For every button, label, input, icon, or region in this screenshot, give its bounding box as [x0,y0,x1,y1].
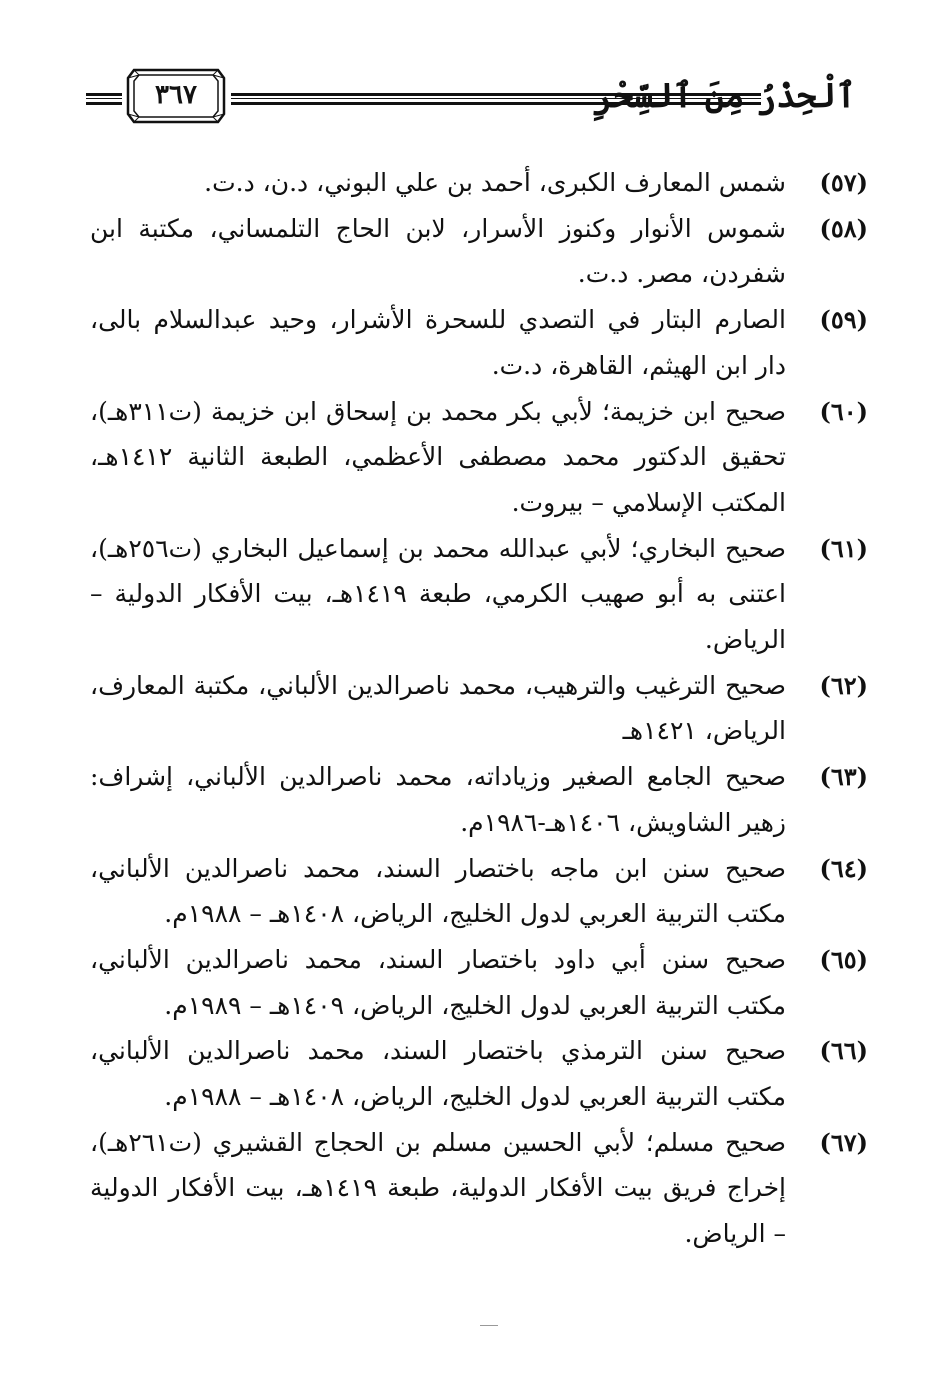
page-number: ٣٦٧ [155,80,197,110]
entry-text: صحيح البخاري؛ لأبي عبدالله محمد بن إسماعيل البخاري (ت٢٥٦هـ)، اعتنى به أبو صهيب الكرمي، طبعة ١٤١٩هـ، بيت الأفكار الدولية – الرياض. [90,533,787,655]
bibliography-entry-63 [90,754,868,845]
entry-number: (٦٦) [819,1036,868,1066]
entry-number: (٦١) [819,533,868,563]
entry-text: صحيح سنن ابن ماجه باختصار السند، محمد ناصرالدين الألباني، مكتب التربية العربي لدول الخليج، الرياض، ١٤٠٨هـ – ١٩٨٨م. [90,853,786,929]
entry-number: (٦٢) [819,670,868,700]
bibliography-entry-57 [90,160,868,206]
bibliography-entry-61 [90,526,868,663]
entry-text: صحيح مسلم؛ لأبي الحسين مسلم بن الحجاج القشيري (ت٢٦١هـ)، إخراج فريق بيت الأفكار الدولية، طبعة ١٤١٩هـ، بيت الأفكار الدولية – الرياض. [90,1127,786,1249]
page-header [86,66,856,130]
bibliography-list [90,160,868,1257]
bibliography-entry-66 [90,1028,868,1119]
entry-number: (٦٤) [819,853,868,883]
entry-number: (٥٩) [819,305,868,335]
entry-number: (٥٨) [819,213,868,243]
entry-text: الصارم البتار في التصدي للسحرة الأشرار، وحيد عبدالسلام بالى، دار ابن الهيثم، القاهرة، د.ت. [90,305,786,380]
entry-text: صحيح ابن خزيمة؛ لأبي بكر محمد بن إسحاق ابن خزيمة (ت٣١١هـ)، تحقيق الدكتور محمد مصطفى الأعظمي، الطبعة الثانية ١٤١٢هـ، المكتب الإسلامي – بيروت. [90,396,786,517]
entry-text: صحيح الترغيب والترهيب، محمد ناصرالدين الألباني، مكتبة المعارف، الرياض، ١٤٢١هـ [90,670,786,746]
bibliography-entry-65 [90,937,868,1028]
entry-text: شموس الأنوار وكنوز الأسرار، لابن الحاج التلمساني، مكتبة ابن شفردن، مصر. د.ت. [90,213,786,289]
entry-number: (٦٥) [819,944,868,974]
entry-text: صحيح سنن أبي داود باختصار السند، محمد ناصرالدين الألباني، مكتب التربية العربي لدول الخليج، الرياض، ١٤٠٩هـ – ١٩٨٩م. [90,944,786,1020]
bibliography-entry-59 [90,297,868,388]
page-number-box [126,66,226,126]
entry-text: شمس المعارف الكبرى، أحمد بن علي البوني، د.ن، د.ت. [204,168,786,197]
footer-mark [480,1325,498,1326]
bibliography-entry-62 [90,663,868,754]
entry-text: صحيح سنن الترمذي باختصار السند، محمد ناصرالدين الألباني، مكتب التربية العربي لدول الخليج، الرياض، ١٤٠٨هـ – ١٩٨٨م. [90,1036,786,1112]
entry-number: (٦٧) [819,1127,868,1157]
running-title: ٱلْحِذْرُ مِنَ ٱلسِّحْرِ [593,76,856,116]
bibliography-entry-60 [90,389,868,526]
entry-text: صحيح الجامع الصغير وزياداته، محمد ناصرالدين الألباني، إشراف: زهير الشاويش، ١٤٠٦هـ-١٩٨٦م. [90,762,786,837]
header-rule-left [86,93,122,105]
entry-number: (٦٠) [819,396,868,426]
entry-number: (٦٣) [819,762,868,792]
bibliography-entry-58 [90,206,868,297]
bibliography-entry-67 [90,1120,868,1257]
bibliography-entry-64 [90,846,868,937]
entry-number: (٥٧) [819,168,868,197]
